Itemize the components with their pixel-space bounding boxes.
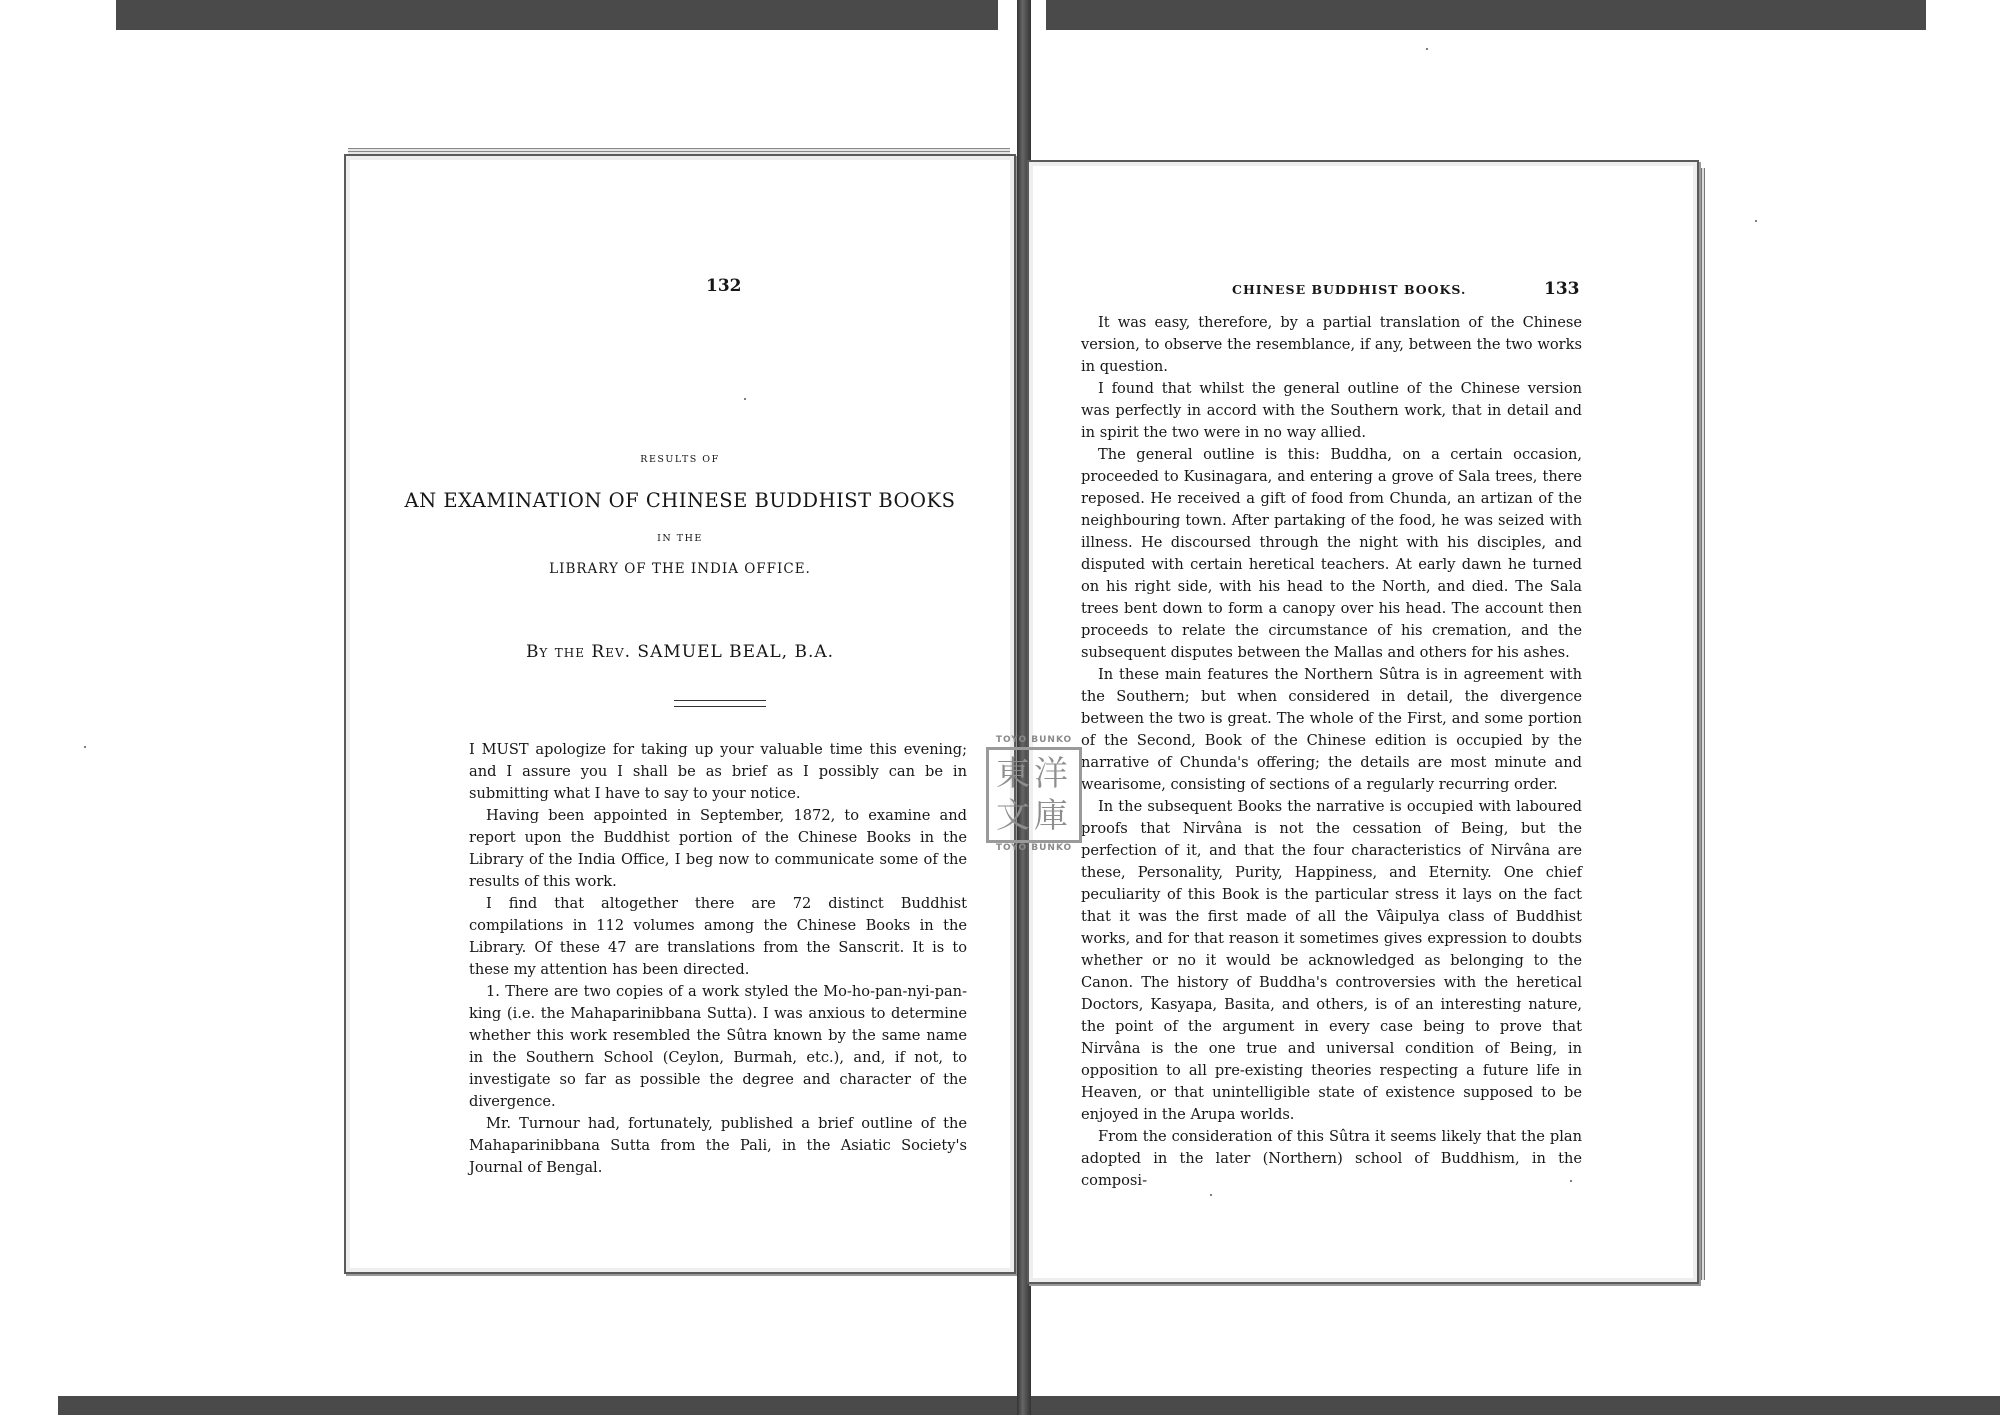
article-title: AN EXAMINATION OF CHINESE BUDDHIST BOOKS bbox=[404, 489, 956, 512]
left-page-body bbox=[469, 739, 967, 1179]
scan-border-top-left bbox=[116, 0, 998, 30]
paragraph: The general outline is this: Buddha, on a certain occasion, proceeded to Kusinagara, and entering a grove of Sala trees, there reposed. He received a gift of food from Chunda, an artizan of the neighbouring town. After partaking of the food, he was seized with illness. He discoursed through the night with his disciples, and disputed with certain heretical teachers. At early dawn he turned on his right side, with his head to the North, and died. The Sala trees bent down to form a canopy over his head. The account then proceeds to relate the circumstance of his cremation, and the subsequent disputes between the Mallas and others for his ashes. bbox=[1081, 446, 1582, 661]
results-of-heading: RESULTS OF bbox=[640, 454, 720, 465]
right-page-number: 133 bbox=[1544, 279, 1580, 299]
stamp-top-text: TOYO BUNKO bbox=[995, 735, 1073, 745]
library-line: LIBRARY OF THE INDIA OFFICE. bbox=[549, 561, 811, 577]
paragraph: I found that whilst the general outline of the Chinese version was perfectly in accord with the Southern work, that in detail and in spirit the two were in no way allied. bbox=[1081, 380, 1582, 441]
scan-speck bbox=[1570, 1180, 1572, 1182]
paragraph: Having been appointed in September, 1872, to examine and report upon the Buddhist portion of the Chinese Books in the Library of the India Office, I beg now to communicate some of the results of this work. bbox=[469, 807, 967, 890]
scan-speck bbox=[744, 398, 746, 400]
library-seal-stamp-icon bbox=[978, 735, 1090, 853]
paragraph: Mr. Turnour had, fortunately, published a brief outline of the Mahaparinibbana Sutta from the Pali, in the Asiatic Society's Journal of Bengal. bbox=[469, 1115, 967, 1176]
paragraph: In these main features the Northern Sûtra is in agreement with the Southern; but when considered in detail, the divergence between the two is great. The whole of the First, and some portion of the Second, Book of the Chinese edition is occupied by the narrative of Chunda's offering; the details are most minute and wearisome, consisting of sections of a regularly recurring order. bbox=[1081, 666, 1582, 793]
right-page bbox=[1027, 160, 1699, 1284]
scan-speck bbox=[84, 746, 86, 748]
title-divider-rule bbox=[674, 700, 766, 707]
scan-speck bbox=[1210, 1194, 1212, 1196]
paragraph: In the subsequent Books the narrative is occupied with laboured proofs that Nirvâna is not the cessation of Being, but the perfection of it, and that the four characteristics of Nirvâna are these, Personality, Purity, Happiness, and Eternity. One chief peculiarity of this Book is the particular stress it lays on the fact that it was the first made of all the Vâipulya class of Buddhist works, and for that reason it sometimes gives expression to doubts whether or no it would be acknowledged as belonging to the Canon. The history of Buddha's controversies with the heretical Doctors, Kasyapa, Basita, and others, is of an interesting nature, the point of the argument in every case being to prove that Nirvâna is the one true and universal condition of Being, in opposition to all pre-existing theories respecting a future life in Heaven, or that unintelligible state of existence supposed to be enjoyed in the Arupa worlds. bbox=[1081, 798, 1582, 1123]
paragraph: I MUST apologize for taking up your valuable time this evening; and I assure you I shall be as brief as I possibly can be in submitting what I have to say to your notice. bbox=[469, 741, 967, 802]
author-line: By the Rev. SAMUEL BEAL, B.A. bbox=[525, 642, 835, 662]
paragraph: I find that altogether there are 72 distinct Buddhist compilations in 112 volumes among the Chinese Books in the Library. Of these 47 are translations from the Sanscrit. It is to these my attention has been directed. bbox=[469, 895, 967, 978]
paragraph: It was easy, therefore, by a partial translation of the Chinese version, to observe the resemblance, if any, between the two works in question. bbox=[1081, 314, 1582, 375]
scan-speck bbox=[1755, 220, 1757, 222]
left-page bbox=[344, 154, 1016, 1274]
stamp-bottom-text: TOYO BUNKO bbox=[995, 843, 1073, 853]
paragraph: From the consideration of this Sûtra it seems likely that the plan adopted in the later (Northern) school of Buddhism, in the composi- bbox=[1081, 1128, 1582, 1189]
left-page-number: 132 bbox=[706, 276, 742, 296]
right-page-body bbox=[1081, 312, 1582, 1192]
stamp-center-text: 東洋文庫 bbox=[996, 754, 1072, 836]
in-the-line: IN THE bbox=[657, 533, 703, 544]
scan-speck bbox=[1426, 48, 1428, 50]
scan-border-top-right bbox=[1046, 0, 1926, 30]
paragraph: 1. There are two copies of a work styled the Mo-ho-pan-nyi-pan-king (i.e. the Mahaparinibbana Sutta). I was anxious to determine whether this work resembled the Sûtra known by the same name in the Southern School (Ceylon, Burmah, etc.), and, if not, to investigate so far as possible the degree and character of the divergence. bbox=[469, 983, 967, 1110]
running-head: CHINESE BUDDHIST BOOKS. bbox=[1232, 282, 1467, 297]
